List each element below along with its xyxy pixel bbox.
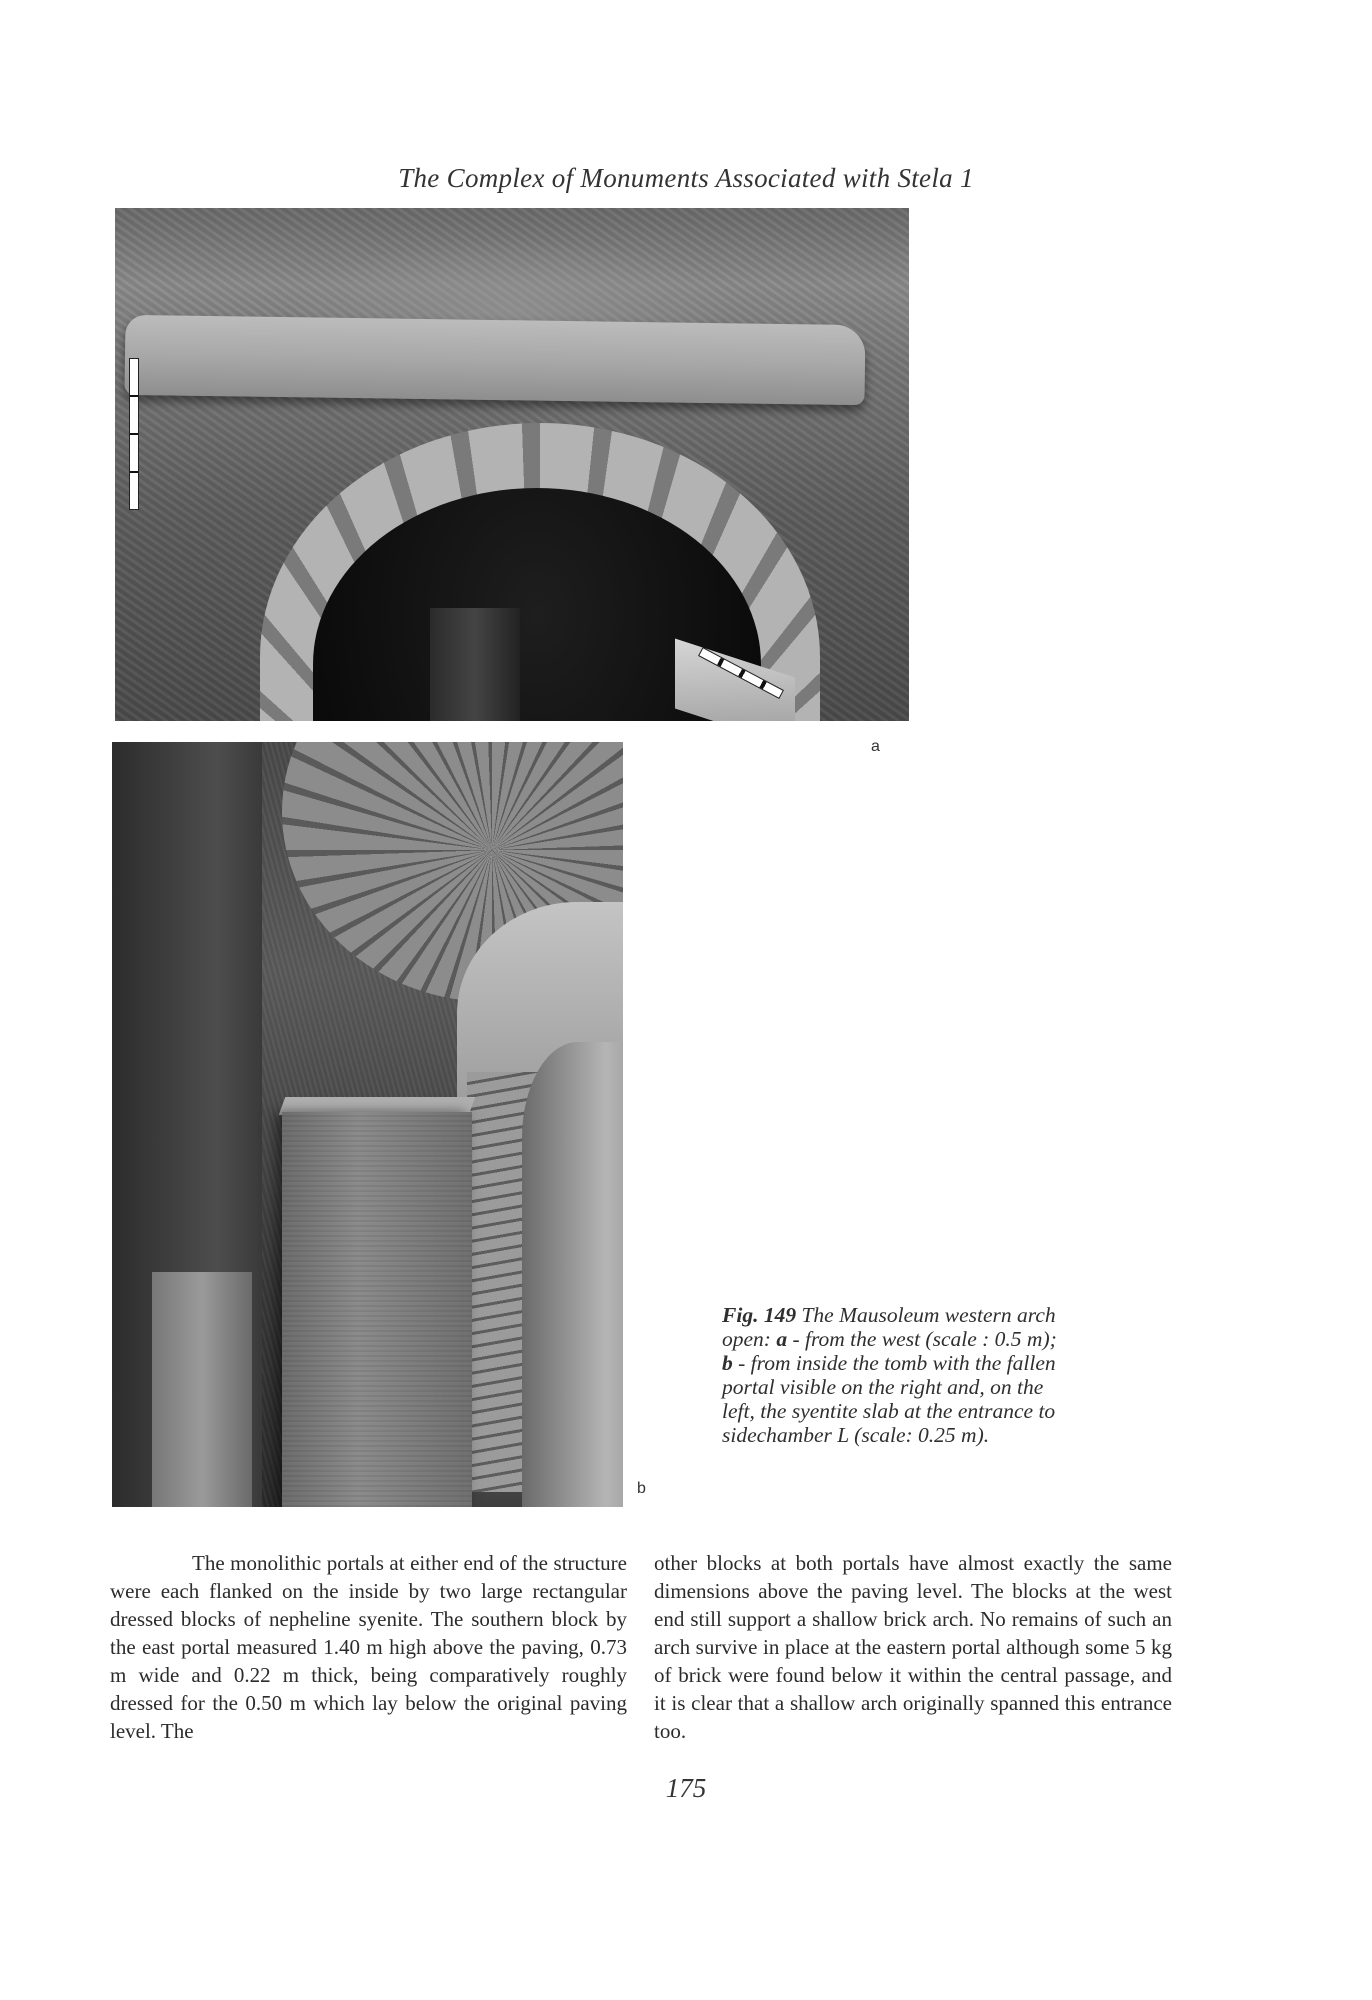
stone-lintel [124, 315, 865, 405]
caption-key-b: b [722, 1351, 733, 1375]
caption-key-a: a [776, 1327, 788, 1351]
caption-title: The Mausoleum western arch open: [722, 1303, 1056, 1351]
running-head: The Complex of Monuments Associated with Stela 1 [398, 163, 974, 193]
page-number: 175 [665, 1773, 707, 1803]
photo-western-arch-from-west [115, 208, 909, 721]
inner-block [430, 608, 520, 721]
caption-text-b: - from inside the tomb with the fallen portal visible on the right and, on the left, the syentite slab at the entrance to sidechamber L (scale: 0.25 m). [722, 1351, 1056, 1447]
caption-text-a: - from the west (scale : 0.5 m); [792, 1327, 1057, 1351]
figure-label-a: a [871, 738, 880, 755]
caption-figure-number: Fig. 149 [722, 1303, 797, 1327]
body-text-right-column: other blocks at both portals have almost exactly the same dimensions above the paving level. The blocks at the west end still support a shallow brick arch. No remains of such an arch survive in place at the eastern portal although some 5 kg of brick were found below it within the central passage, and it is clear that a shallow arch originally spanned this entrance too. [654, 1551, 1172, 1743]
fallen-portal [522, 1042, 623, 1507]
dressed-block [282, 1112, 472, 1507]
figure-caption [722, 1303, 1062, 1447]
body-text-left-column: The monolithic portals at either end of the structure were each flanked on the inside by two large rectangular dressed blocks of nepheline syenite. The southern block by the east portal measured 1.40 m high above the paving, 0.73 m wide and 0.22 m thick, being comparatively roughly dressed for the 0.50 m which lay below the original paving level. The [110, 1551, 627, 1743]
scale-bar-vertical [129, 358, 139, 510]
photo-from-inside-tomb [112, 742, 623, 1507]
syenite-slab [152, 1272, 252, 1507]
figure-label-b: b [637, 1480, 646, 1497]
